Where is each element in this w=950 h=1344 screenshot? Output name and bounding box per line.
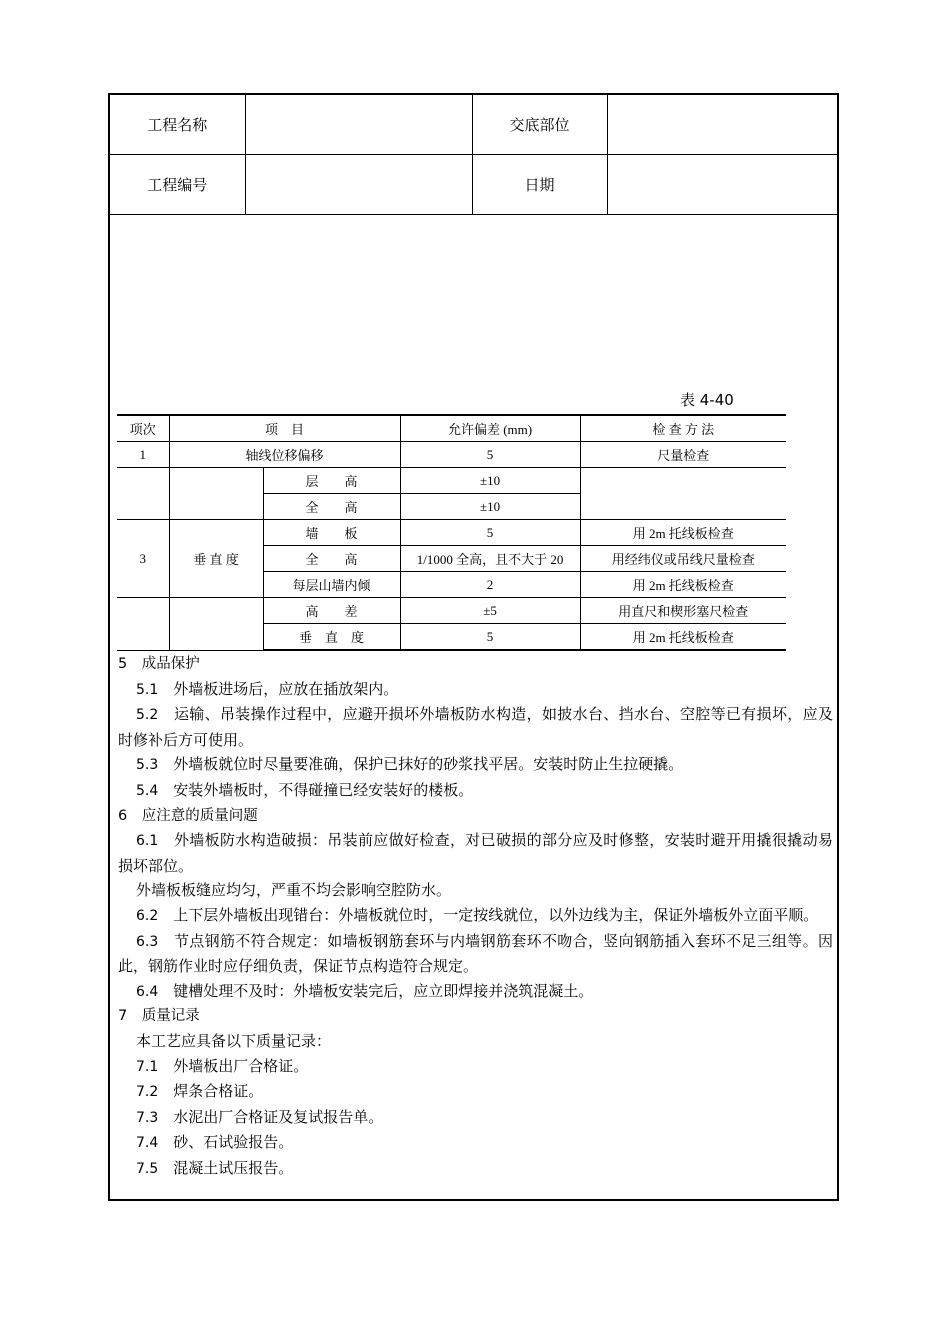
cell-subitem: 墙 板 (263, 520, 400, 546)
clause-text: 安装外墙板时，不得碰撞已经安装好的楼板。 (173, 780, 474, 799)
clause-number: 7.5 (136, 1160, 159, 1177)
paragraph (118, 702, 833, 752)
cell-tolerance: 5 (400, 442, 580, 468)
section-heading: 6 应注意的质量问题 (118, 807, 258, 824)
date-field[interactable] (607, 155, 837, 215)
paragraph (118, 1054, 833, 1080)
cell-tolerance: ±10 (400, 468, 580, 494)
cell-item (169, 598, 263, 651)
header-cell-tolerance: 允许偏差 (mm) (400, 415, 580, 442)
clause-number: 5.1 (136, 681, 159, 698)
project-no-label: 工程编号 (110, 155, 245, 215)
paragraph (118, 1079, 833, 1105)
table-row (117, 468, 786, 494)
clause-text: 节点钢筋不符合规定：如墙板钢筋套环与内墙钢筋套环不吻合，竖向钢筋插入套环不足三组等。因此，钢筋作业时应仔细负责，保证节点构造符合规定。 (118, 931, 833, 976)
clause-text: 外墙板防水构造破损：吊装前应做好检查，对已破损的部分应及时修整，安装时避开用撬很撬动易损坏部位。 (118, 831, 833, 875)
cell-subitem: 全 高 (263, 546, 400, 572)
project-name-label: 工程名称 (110, 95, 245, 155)
cell-item: 垂 直 度 (169, 520, 263, 598)
clause-number: 5.2 (136, 707, 159, 724)
cell-tolerance: 5 (400, 520, 580, 546)
cell-method: 用 2m 托线板检查 (580, 624, 786, 651)
table-caption: 表 4-40 (680, 391, 734, 409)
table-row (117, 520, 786, 546)
paragraph (118, 979, 833, 1005)
paragraph (118, 1156, 833, 1182)
cell-no: 3 (117, 520, 169, 598)
clause-text: 水泥出厂合格证及复试报告单。 (173, 1107, 384, 1126)
clause-text: 键槽处理不及时：外墙板安装完后，应立即焊接并浇筑混凝土。 (173, 981, 594, 1000)
part-label: 交底部位 (472, 95, 607, 155)
cell-item: 轴线位移偏移 (169, 442, 400, 468)
cell-method: 尺量检查 (580, 442, 786, 468)
paragraph (118, 929, 833, 979)
clause-text: 外墙板进场后，应放在插放架内。 (173, 679, 399, 698)
cell-method (580, 468, 786, 520)
cell-no (117, 598, 169, 651)
part-field[interactable] (607, 95, 837, 155)
project-name-field[interactable] (245, 95, 472, 155)
clause-text: 上下层外墙板出现错台：外墙板就位时，一定按线就位，以外边线为主，保证外墙板外立面平顺。 (173, 905, 819, 924)
clause-number: 7.3 (136, 1109, 159, 1126)
clause-text: 外墙板就位时尽量要准确，保护已抹好的砂浆找平居。安装时防止生拉硬撬。 (173, 755, 684, 774)
cell-subitem: 每层山墙内倾 (263, 572, 400, 598)
cell-subitem: 高 差 (263, 598, 400, 624)
header-cell-no: 项次 (117, 415, 169, 442)
clause-text: 运输、吊装操作过程中，应避开损坏外墙板防水构造，如披水台、挡水台、空腔等已有损坏，应及时修补后方可使用。 (118, 705, 833, 749)
clause-number: 5.4 (136, 782, 159, 799)
clause-number: 6.3 (136, 933, 159, 950)
paragraph (118, 828, 833, 878)
clause-number: 7.4 (136, 1135, 159, 1152)
cell-no (117, 468, 169, 520)
tolerance-table (117, 414, 786, 651)
cell-method: 用直尺和楔形塞尺检查 (580, 598, 786, 624)
cell-tolerance: 2 (400, 572, 580, 598)
clause-number: 6.1 (136, 833, 159, 850)
date-label: 日期 (472, 155, 607, 215)
paragraph (118, 903, 833, 929)
table-row (117, 442, 786, 468)
clause-number: 7.2 (136, 1084, 159, 1101)
cell-method: 用 2m 托线板检查 (580, 520, 786, 546)
clause-number: 7.1 (136, 1058, 159, 1075)
document-frame (108, 93, 839, 1201)
paragraph (118, 677, 833, 703)
header-cell-method: 检 查 方 法 (580, 415, 786, 442)
clause-text: 外墙板出厂合格证。 (173, 1056, 309, 1075)
clause-number: 5.3 (136, 757, 159, 774)
cell-subitem: 层 高 (263, 468, 400, 494)
cell-subitem: 垂 直 度 (263, 624, 400, 651)
clause-text: 砂、石试验报告。 (173, 1133, 294, 1152)
cell-subitem: 全 高 (263, 494, 400, 520)
header-cell-item: 项 目 (169, 415, 400, 442)
document-body (118, 652, 833, 1181)
project-no-field[interactable] (245, 155, 472, 215)
cell-no: 1 (117, 442, 169, 468)
table-row (117, 598, 786, 624)
cell-item (169, 468, 263, 520)
paragraph: 本工艺应具备以下质量记录： (136, 1031, 332, 1050)
cell-tolerance: ±5 (400, 598, 580, 624)
clause-number: 6.4 (136, 983, 159, 1000)
paragraph: 外墙板板缝应均匀，严重不均会影响空腔防水。 (136, 881, 452, 900)
paragraph (118, 1105, 833, 1131)
tolerance-table-wrap (117, 414, 786, 651)
paragraph (118, 752, 833, 778)
header-table (110, 95, 837, 215)
clause-text: 焊条合格证。 (173, 1082, 264, 1101)
clause-number: 6.2 (136, 907, 159, 924)
clause-text: 混凝土试压报告。 (173, 1158, 294, 1177)
cell-tolerance: ±10 (400, 494, 580, 520)
cell-tolerance: 5 (400, 624, 580, 651)
cell-method: 用经纬仪或吊线尺量检查 (580, 546, 786, 572)
paragraph (118, 778, 833, 804)
section-heading: 5 成品保护 (118, 656, 200, 672)
cell-tolerance: 1/1000 全高，且不大于 20 (400, 546, 580, 572)
section-heading: 7 质量记录 (118, 1008, 200, 1025)
table-header-row (117, 415, 786, 442)
paragraph (118, 1130, 833, 1156)
cell-method: 用 2m 托线板检查 (580, 572, 786, 598)
